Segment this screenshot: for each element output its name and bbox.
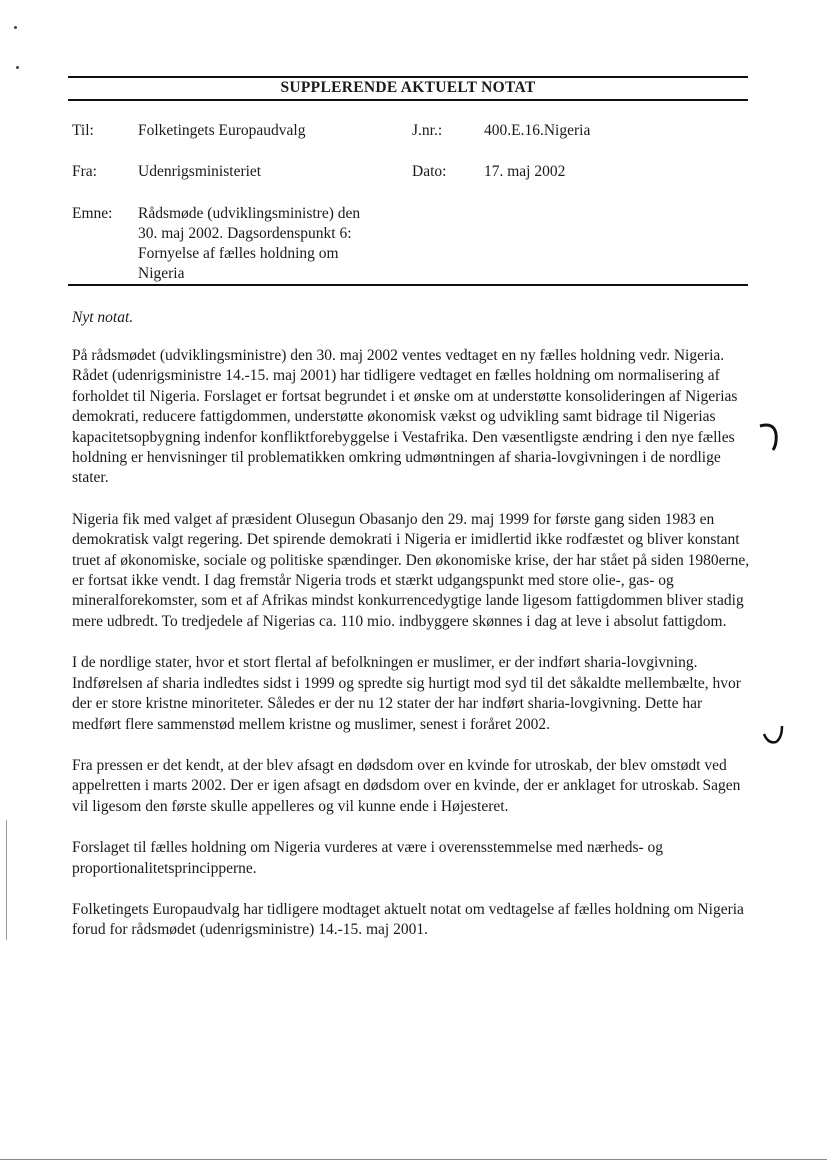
scan-bottom-edge (0, 1159, 827, 1160)
jnr-value: 400.E.16.Nigeria (484, 122, 591, 139)
paragraph: Nigeria fik med valget af præsident Olusegun Obasanjo den 29. maj 1999 for første gang siden 1983 en demokratisk valgt regering. Det spirende demokrati i Nigeria er imidlertid ikke rodfæstet og bliver konstant truet af økonomiske, sociale og politiske spændinger. Den økonomiske krise, der har stået på siden 1980erne, er fortsat ikke vendt. I dag fremstår Nigeria trods et stærkt udgangspunkt med store olie-, gas- og mineralforekomster, som et af Afrikas mindst konkurrencedygtige lande ligesom fattigdommen bliver stadig mere udbredt. To tredjedele af Nigerias ca. 110 mio. indbyggere skønnes i dag at leve i absolut fattigdom. (72, 510, 750, 630)
to-label: Til: (72, 122, 94, 139)
paragraph: Folketingets Europaudvalg har tidligere modtaget aktuelt notat om vedtagelse af fælles holdning om Nigeria forud for rådsmødet (udenrigsministre) 14.-15. maj 2001. (72, 900, 744, 939)
paragraph: Forslaget til fælles holdning om Nigeria vurderes at være i overensstemmelse med nærheds- og proportionalitetsprincipperne. (72, 839, 664, 877)
to-value: Folketingets Europaudvalg (138, 122, 306, 139)
punch-hole-mark (760, 720, 788, 748)
new-note-label: Nyt notat. (72, 309, 134, 326)
subject-line: Fornyelse af fælles holdning om (138, 245, 339, 262)
top-rule (68, 76, 748, 78)
paragraph: Fra pressen er det kendt, at der blev afsagt en dødsdom over en kvinde for utroskab, der blev omstødt ved appelretten i marts 2002. Der er igen afsagt en dødsdom over en kvinde, der er anklaget for utroskab. Sagen vil ligesom den første skulle appelleres og vil kunne ende i Højesteret. (72, 756, 741, 815)
from-label: Fra: (72, 163, 97, 180)
date-label: Dato: (412, 163, 447, 180)
subject-line: Nigeria (138, 265, 185, 282)
from-value: Udenrigsministeriet (138, 163, 262, 180)
scan-speck (16, 66, 19, 69)
body-text (72, 346, 752, 962)
paragraph: I de nordlige stater, hvor et stort flertal af befolkningen er muslimer, er der indført sharia-lovgivning. Indførelsen af sharia indledtes sidst i 1999 og spredte sig hurtigt mod syd til det såkaldte mellembælte, hvor der er store kristne minoriteter. Således er der nu 12 stater der har indført sharia-lovgivning. Dette har medført flere sammenstød mellem kristne og muslimer, senest i foråret 2002. (72, 654, 741, 733)
punch-hole-mark (756, 420, 784, 452)
document-title: SUPPLERENDE AKTUELT NOTAT (280, 79, 536, 96)
scan-edge-line (6, 820, 7, 940)
date-value: 17. maj 2002 (484, 163, 566, 180)
subject-line: Rådsmøde (udviklingsministre) den (138, 205, 361, 222)
paragraph: På rådsmødet (udviklingsministre) den 30. maj 2002 ventes vedtaget en ny fælles holdning vedr. Nigeria. Rådet (udenrigsministre 14.-15. maj 2001) har tidligere vedtaget en fælles holdning om normalisering af forholdet til Nigeria. Forslaget er fortsat begrundet i et ønske om at understøtte konsolideringen af Nigerias demokrati, reducere fattigdommen, understøtte økonomisk vækst og udvikling samt bidrage til Nigerias kapacitetsopbygning indenfor konfliktforebyggelse i Vestafrika. Den væsentligste ændring i den nye fælles holdning er henvisninger til problematikken omkring udmøntningen af sharia-lovgivningen i de nordlige stater. (72, 347, 738, 487)
scan-speck (14, 26, 17, 29)
jnr-label: J.nr.: (412, 122, 443, 139)
header-bottom-rule (68, 284, 748, 286)
subject-value (138, 204, 398, 284)
title-underline (68, 99, 748, 101)
subject-label: Emne: (72, 205, 113, 222)
subject-line: 30. maj 2002. Dagsordenspunkt 6: (138, 225, 352, 242)
